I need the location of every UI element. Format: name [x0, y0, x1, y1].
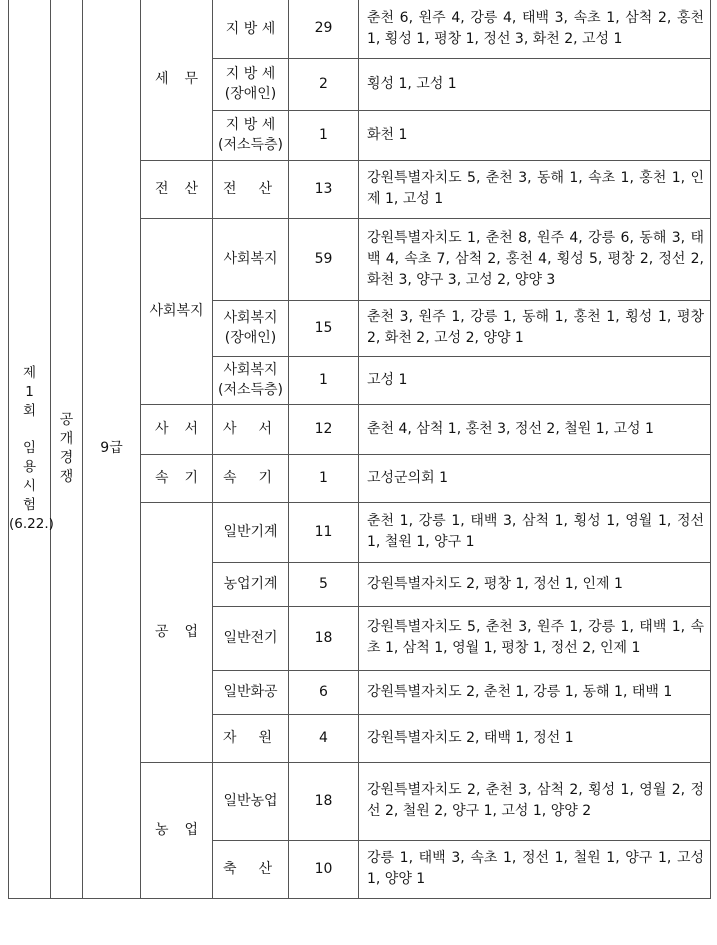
headcount-cell: 11	[289, 502, 359, 562]
headcount-cell: 10	[289, 840, 359, 898]
job-group-label	[141, 622, 212, 643]
headcount-cell: 59	[289, 218, 359, 300]
exam-round-label	[9, 364, 54, 534]
job-title-spread	[213, 179, 288, 199]
job-title	[213, 859, 288, 879]
table-row	[9, 0, 711, 58]
headcount-cell: 18	[289, 606, 359, 670]
job-group-label	[141, 468, 212, 489]
job-title-cell	[213, 218, 289, 300]
headcount-cell: 18	[289, 762, 359, 840]
job-title-text: 지 방 세	[225, 20, 276, 37]
grade-label: 9급	[100, 440, 123, 457]
job-group-label	[141, 179, 212, 200]
job-group-char: 무	[184, 71, 198, 88]
job-title-char: 자	[223, 730, 237, 746]
job-group-char: 기	[184, 469, 198, 486]
job-title	[213, 19, 288, 39]
job-title-char: 사	[223, 421, 237, 437]
job-title-sub: (저소득층)	[217, 137, 284, 153]
job-group-cell	[141, 762, 213, 898]
job-title-cell	[213, 502, 289, 562]
job-title-char: 서	[258, 421, 272, 437]
job-group-label	[141, 820, 212, 841]
job-title	[213, 115, 288, 155]
job-title-char: 전	[223, 181, 237, 197]
headcount-cell: 1	[289, 356, 359, 404]
area-breakdown-cell: 강릉 1, 태백 3, 속초 1, 정선 1, 철원 1, 양구 1, 고성 1, 양양 1	[359, 840, 711, 898]
job-title-text: 일반농업	[223, 793, 278, 809]
job-title-spread	[213, 728, 288, 748]
job-title-cell	[213, 454, 289, 502]
job-title-spread	[213, 859, 288, 879]
job-group-cell	[141, 404, 213, 454]
exam-round-char: 1	[25, 383, 34, 400]
job-title-text: 지 방 세	[225, 66, 276, 82]
job-title-char: 원	[258, 730, 272, 746]
job-group-char: 사	[155, 420, 169, 437]
job-title-char: 산	[258, 181, 272, 197]
exam-round-char: 용	[22, 458, 37, 475]
job-title-cell	[213, 160, 289, 218]
area-breakdown-cell: 횡성 1, 고성 1	[359, 58, 711, 110]
job-title-cell	[213, 58, 289, 110]
job-group-label	[141, 419, 212, 440]
headcount-cell: 2	[289, 58, 359, 110]
area-breakdown-cell: 춘천 3, 원주 1, 강릉 1, 동해 1, 홍천 1, 횡성 1, 평창 2, 화천 2, 고성 2, 양양 1	[359, 300, 711, 356]
job-title	[213, 360, 288, 400]
headcount-cell: 15	[289, 300, 359, 356]
headcount-cell: 12	[289, 404, 359, 454]
headcount-cell: 1	[289, 454, 359, 502]
job-title-text: 일반기계	[223, 524, 278, 540]
job-title-text: 농업기계	[223, 576, 278, 592]
job-title-cell	[213, 714, 289, 762]
job-title-text: 사회복지	[223, 310, 278, 326]
job-title-char: 기	[258, 470, 272, 486]
job-title-cell	[213, 300, 289, 356]
area-breakdown-cell: 강원특별자치도 2, 평창 1, 정선 1, 인제 1	[359, 562, 711, 606]
recruitment-table	[8, 0, 711, 899]
job-title	[213, 791, 288, 811]
job-group-char: 공	[155, 623, 169, 640]
job-title-text: 일반전기	[223, 630, 278, 646]
job-group-char: 산	[184, 180, 198, 197]
job-title-sub: (장애인)	[224, 330, 277, 346]
area-breakdown-cell: 춘천 6, 원주 4, 강릉 4, 태백 3, 속초 1, 삼척 2, 홍천 1, 횡성 1, 평창 1, 정선 3, 화천 2, 고성 1	[359, 0, 711, 58]
headcount-cell: 29	[289, 0, 359, 58]
exam-round-char: 시	[22, 477, 37, 494]
job-title	[213, 728, 288, 748]
exam-round-char: 험	[22, 496, 37, 513]
exam-round-char: 제	[22, 364, 37, 381]
headcount-cell: 13	[289, 160, 359, 218]
exam-type-char: 경	[59, 449, 74, 466]
job-title-cell	[213, 356, 289, 404]
job-title-cell	[213, 404, 289, 454]
job-group-cell	[141, 454, 213, 502]
job-title	[213, 419, 288, 439]
exam-type-char: 공	[59, 411, 74, 428]
area-breakdown-cell: 춘천 1, 강릉 1, 태백 3, 삼척 1, 횡성 1, 영월 1, 정선 1, 철원 1, 양구 1	[359, 502, 711, 562]
job-title	[213, 64, 288, 104]
job-title-char: 축	[223, 861, 237, 877]
area-breakdown-cell: 고성 1	[359, 356, 711, 404]
exam-round-char: 회	[22, 402, 37, 419]
job-title-spread	[213, 468, 288, 488]
job-title	[213, 522, 288, 542]
area-breakdown-cell: 춘천 4, 삼척 1, 홍천 3, 정선 2, 철원 1, 고성 1	[359, 404, 711, 454]
job-title	[213, 308, 288, 348]
area-breakdown-cell: 고성군의회 1	[359, 454, 711, 502]
job-group-char: 업	[184, 821, 198, 838]
area-breakdown-cell: 화천 1	[359, 110, 711, 160]
job-group-char: 서	[184, 420, 198, 437]
job-group-label	[141, 69, 212, 90]
job-group-char: 업	[184, 623, 198, 640]
job-title-sub: (저소득층)	[217, 382, 284, 398]
headcount-cell: 5	[289, 562, 359, 606]
exam-type-label	[51, 411, 82, 487]
exam-round-cell	[9, 0, 54, 898]
job-title	[213, 628, 288, 648]
job-title-text: 사회복지	[223, 362, 278, 378]
job-title-char: 산	[258, 861, 272, 877]
job-title-cell	[213, 840, 289, 898]
job-title-text: 사회복지	[223, 251, 278, 267]
exam-round-char: 임	[22, 439, 37, 456]
job-title	[213, 468, 288, 488]
job-group-char: 속	[155, 469, 169, 486]
job-title-sub: (장애인)	[224, 86, 277, 102]
job-group-char: 세	[155, 71, 169, 88]
job-title-spread	[213, 419, 288, 439]
job-title-char: 속	[223, 470, 237, 486]
exam-date: (6.22.)	[9, 515, 54, 532]
area-breakdown-cell: 강원특별자치도 5, 춘천 3, 원주 1, 강릉 1, 태백 1, 속초 1, 삼척 1, 영월 1, 평창 1, 정선 2, 인제 1	[359, 606, 711, 670]
job-title-text: 지 방 세	[225, 117, 276, 133]
exam-type-char: 개	[59, 430, 74, 447]
area-breakdown-cell: 강원특별자치도 2, 춘천 1, 강릉 1, 동해 1, 태백 1	[359, 670, 711, 714]
area-breakdown-cell: 강원특별자치도 5, 춘천 3, 동해 1, 속초 1, 홍천 1, 인제 1, 고성 1	[359, 160, 711, 218]
job-title	[213, 574, 288, 594]
headcount-cell: 4	[289, 714, 359, 762]
area-breakdown-cell: 강원특별자치도 2, 춘천 3, 삼척 2, 횡성 1, 영월 2, 정선 2, 철원 2, 양구 1, 고성 1, 양양 2	[359, 762, 711, 840]
headcount-cell: 6	[289, 670, 359, 714]
job-title-cell	[213, 0, 289, 58]
job-title	[213, 682, 288, 702]
job-group-cell	[141, 502, 213, 762]
job-group-char: 전	[155, 180, 169, 197]
headcount-cell: 1	[289, 110, 359, 160]
job-title	[213, 249, 288, 269]
job-title-cell	[213, 670, 289, 714]
area-breakdown-cell: 강원특별자치도 2, 태백 1, 정선 1	[359, 714, 711, 762]
job-group-cell	[141, 0, 213, 160]
job-title-text: 일반화공	[223, 684, 278, 700]
job-title	[213, 179, 288, 199]
job-title-cell	[213, 562, 289, 606]
job-group-char: 농	[155, 821, 169, 838]
job-group-cell	[141, 218, 213, 404]
job-title-cell	[213, 606, 289, 670]
grade-cell	[83, 0, 141, 898]
exam-type-char: 쟁	[59, 468, 74, 485]
job-group-label: 사회복지	[149, 302, 204, 319]
job-title-cell	[213, 762, 289, 840]
job-title-cell	[213, 110, 289, 160]
area-breakdown-cell: 강원특별자치도 1, 춘천 8, 원주 4, 강릉 6, 동해 3, 태백 4, 속초 7, 삼척 2, 홍천 4, 횡성 5, 평창 2, 정선 2, 화천 3, 양구 3, 고성 2, 양양 3	[359, 218, 711, 300]
exam-type-cell	[51, 0, 83, 898]
job-group-cell	[141, 160, 213, 218]
